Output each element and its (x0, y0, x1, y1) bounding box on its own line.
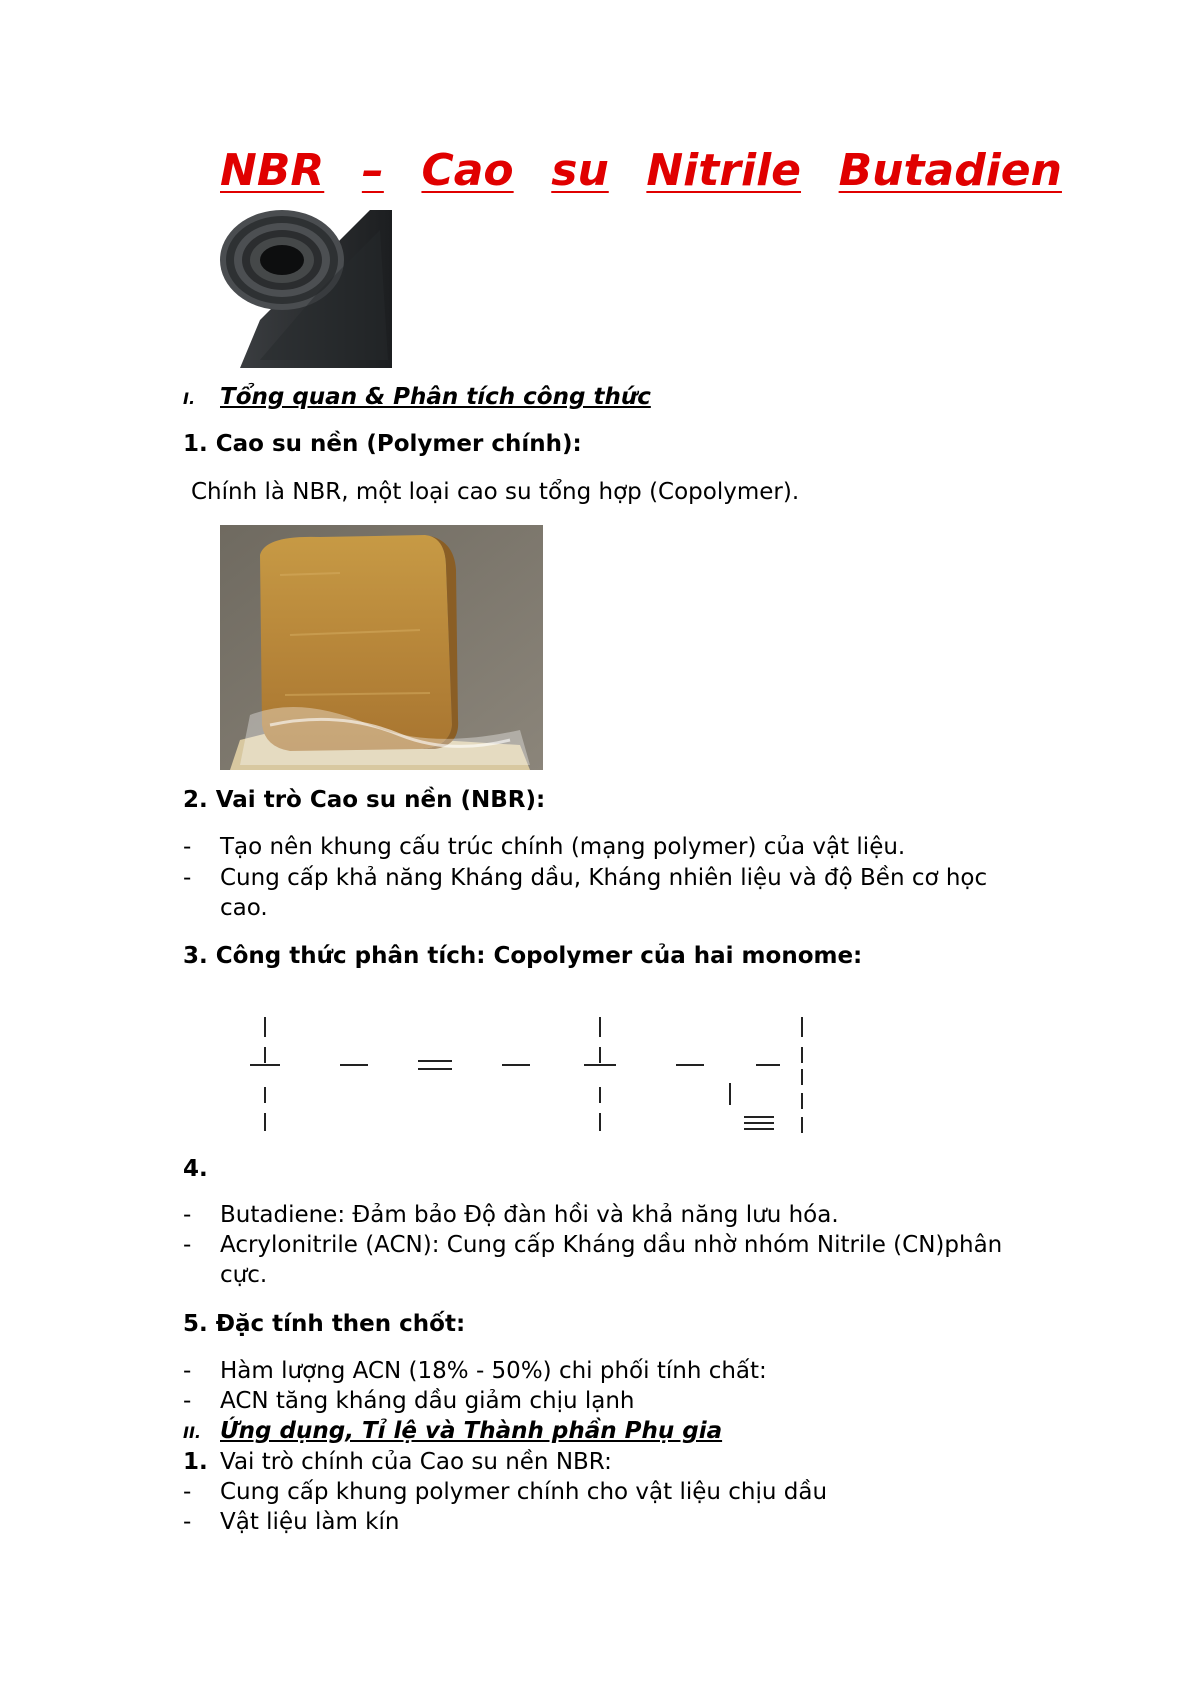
title-word: su (551, 145, 609, 196)
item-2-heading: 2. Vai trò Cao su nền (NBR): (183, 787, 546, 813)
section-1-title: Tổng quan & Phân tích công thức (220, 384, 651, 410)
bullet-text: ACN tăng kháng dầu giảm chịu lạnh (220, 1388, 635, 1414)
bullet-dash: - (183, 834, 192, 860)
rubber-roll-image (220, 210, 392, 370)
bullet-text: Vật liệu làm kín (220, 1509, 400, 1535)
bullet-dash: - (183, 1509, 192, 1535)
item-3-heading: 3. Công thức phân tích: Copolymer của hai monome: (183, 943, 863, 969)
title-word: Nitrile (646, 145, 802, 196)
title-word: NBR (220, 145, 325, 196)
item-4-number: 4. (183, 1156, 208, 1182)
section-1-heading (183, 382, 195, 414)
bullet-text: Cung cấp khung polymer chính cho vật liệu chịu dầu (220, 1479, 828, 1505)
bullet-dash: - (183, 1358, 192, 1384)
bullet-text: Hàm lượng ACN (18% - 50%) chi phối tính chất: (220, 1358, 767, 1384)
bullet-text: Acrylonitrile (ACN): Cung cấp Kháng dầu nhờ nhóm Nitrile (CN)phân (220, 1232, 1003, 1258)
bullet-text: Cung cấp khả năng Kháng dầu, Kháng nhiên liệu và độ Bền cơ học (220, 865, 988, 891)
item-1-heading: 1. Cao su nền (Polymer chính): (183, 431, 582, 457)
bullet-dash: - (183, 1388, 192, 1414)
section-2-heading (183, 1416, 201, 1448)
bullet-text-continued: cao. (220, 895, 268, 921)
section-1-title-wrap (220, 382, 651, 412)
bullet-dash: - (183, 1232, 192, 1258)
title-word: – (361, 145, 384, 196)
item-1-text: Chính là NBR, một loại cao su tổng hợp (Copolymer). (191, 479, 800, 505)
bullet-dash: - (183, 1479, 192, 1505)
section-number: II. (183, 1423, 201, 1442)
bullet-dash: - (183, 1202, 192, 1228)
bullet-text: Butadiene: Đảm bảo Độ đàn hồi và khả năng lưu hóa. (220, 1202, 839, 1228)
section-number: I. (183, 389, 196, 408)
bullet-text: Tạo nên khung cấu trúc chính (mạng polymer) của vật liệu. (220, 834, 906, 860)
section-2-title: Ứng dụng, Tỉ lệ và Thành phần Phụ gia (220, 1418, 723, 1444)
bullet-text-continued: cực. (220, 1262, 268, 1288)
section-2-title-wrap (220, 1416, 722, 1446)
title-word: Butadien (838, 145, 1062, 196)
title-word: Cao (421, 145, 514, 196)
section-2-item-1-number: 1. (183, 1449, 208, 1475)
section-2-item-1-text: Vai trò chính của Cao su nền NBR: (220, 1449, 612, 1475)
item-5-heading: 5. Đặc tính then chốt: (183, 1311, 466, 1337)
document-title (220, 143, 1062, 199)
bullet-dash: - (183, 865, 192, 891)
nbr-raw-block-image (220, 525, 543, 770)
nbr-structural-formula (240, 1005, 820, 1175)
